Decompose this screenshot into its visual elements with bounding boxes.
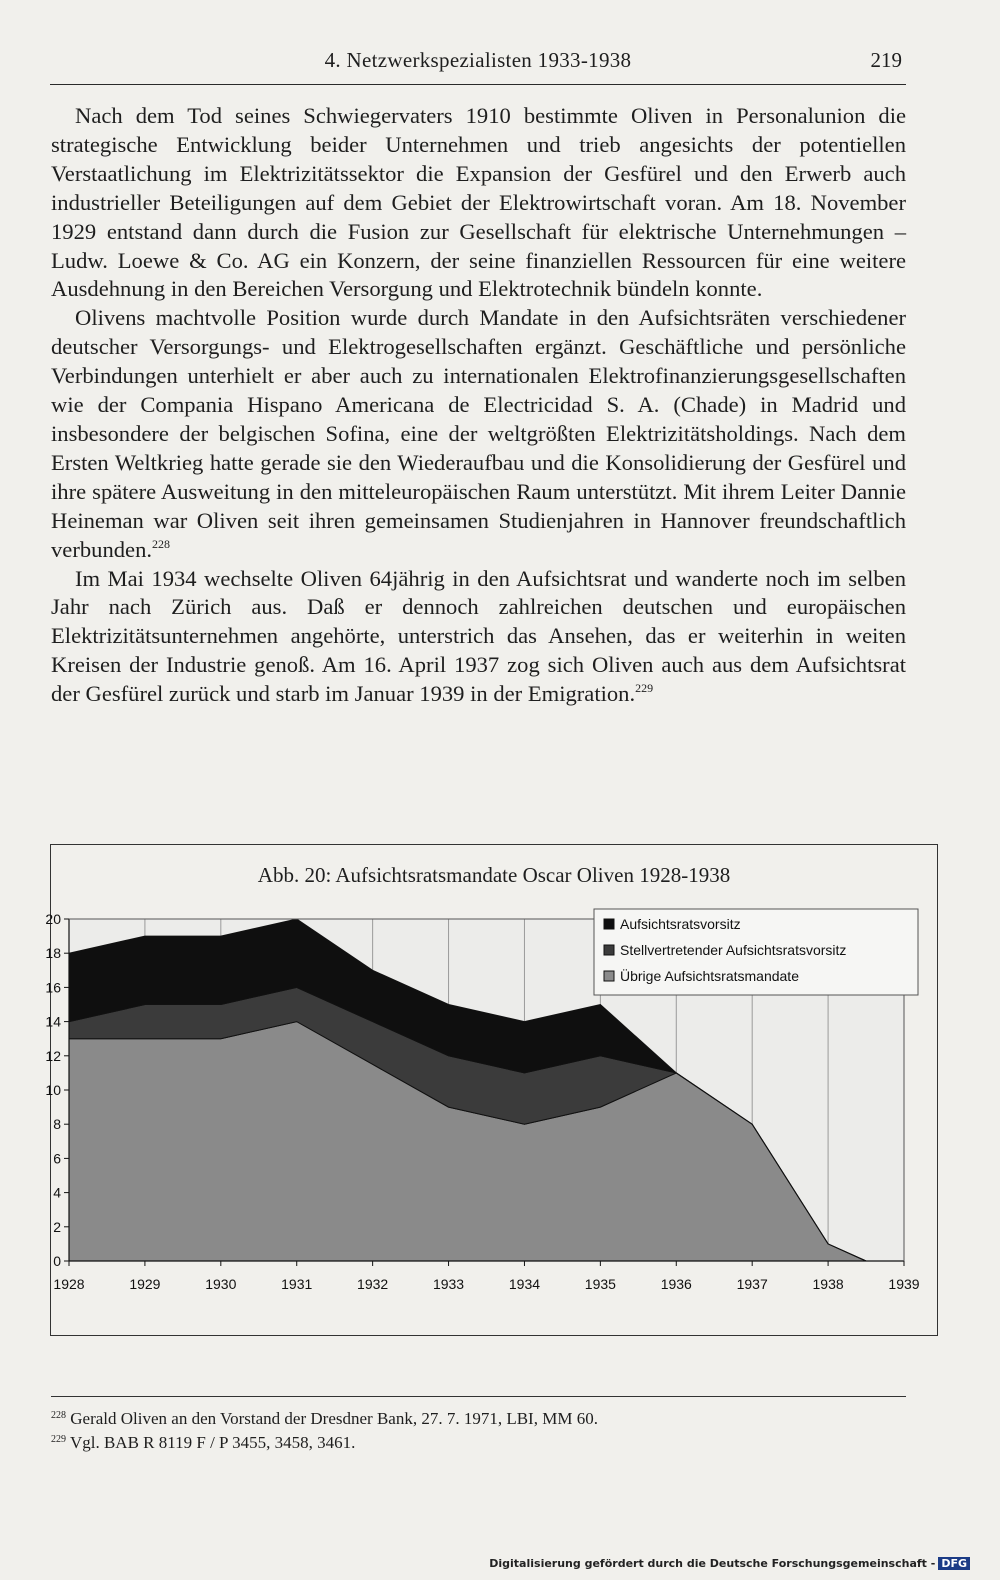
footnote-text: Gerald Oliven an den Vorstand der Dresdner Bank, 27. 7. 1971, LBI, MM 60. (70, 1409, 598, 1428)
page-number: 219 (870, 48, 902, 72)
y-tick-label: 0 (53, 1253, 61, 1269)
footnote-228 (51, 1407, 906, 1431)
figure-caption: Abb. 20: Aufsichtsratsmandate Oscar Oliven 1928-1938 (257, 863, 731, 887)
legend-swatch (604, 919, 614, 929)
y-tick-label: 4 (53, 1184, 61, 1201)
x-tick-label: 1936 (660, 1276, 692, 1292)
chapter-title: 4. Netzwerkspezialisten 1933-1938 (324, 48, 632, 72)
paragraph-3-text: Im Mai 1934 wechselte Oliven 64jährig in den Aufsichtsrat und wanderte noch im selben Jahr nach Zürich aus. Daß er dennoch zahlreichen deutschen und europäischen Elektrizitätsunternehmen angehörte, unterstrich das Ansehen, das er weiterhin in weiten Kreisen der Industrie genoß. Am 16. April 1937 zog sich Oliven auch aus dem Aufsichtsrat der Gesfürel zurück und starb im Januar 1939 in der Emigration. (51, 565, 906, 707)
body-text (51, 102, 906, 709)
legend-label: Aufsichtsratsvorsitz (620, 916, 741, 932)
paragraph-1 (51, 102, 906, 304)
x-tick-label: 1929 (129, 1276, 161, 1292)
y-tick-label: 2 (53, 1218, 61, 1235)
footnotes (51, 1396, 906, 1455)
y-tick-label: 8 (53, 1116, 61, 1133)
y-tick-label: 12 (45, 1047, 61, 1064)
y-tick-label: 18 (45, 945, 61, 962)
digitization-text: Digitalisierung gefördert durch die Deutsche Forschungsgemeinschaft - (489, 1557, 936, 1570)
footnote-229 (51, 1431, 906, 1455)
x-tick-label: 1938 (812, 1276, 844, 1292)
footnote-text: Vgl. BAB R 8119 F / P 3455, 3458, 3461. (69, 1433, 356, 1452)
footnote-ref-229[interactable]: 229 (635, 681, 654, 696)
paragraph-3 (51, 565, 906, 710)
paragraph-1-text: Nach dem Tod seines Schwiegervaters 1910 bestimmte Oliven in Personalunion die strategische Entwicklung beider Unternehmen und trieb angesichts der potentiellen Verstaatlichung im Elektrizitätssektor die Expansion der Gesfürel und den Erwerb auch industrieller Beteiligungen auf dem Gebiet der Elektrowirtschaft voran. Am 18. November 1929 entstand dann durch die Fusion zur Gesellschaft für elektrische Unternehmungen – Ludw. Loewe & Co. AG ein Konzern, der seine finanziellen Ressourcen für eine weitere Ausdehnung in den Bereichen Versorgung und Elektrotechnik bündeln konnte. (51, 103, 906, 302)
x-tick-label: 1937 (736, 1276, 768, 1292)
legend-label: Stellvertretender Aufsichtsratsvorsitz (620, 942, 847, 958)
footnote-number: 228 (51, 1410, 66, 1421)
y-tick-label: 20 (45, 911, 61, 927)
paragraph-2 (51, 304, 906, 564)
y-tick-label: 10 (45, 1082, 61, 1098)
legend-swatch (604, 971, 614, 981)
dfg-logo: DFG (938, 1557, 970, 1570)
x-tick-label: 1933 (432, 1276, 465, 1292)
x-tick-label: 1934 (508, 1276, 541, 1292)
digitization-notice (489, 1557, 970, 1570)
legend-label: Übrige Aufsichtsratsmandate (620, 968, 799, 984)
x-tick-label: 1935 (584, 1276, 616, 1292)
x-tick-label: 1939 (888, 1276, 920, 1292)
x-tick-label: 1930 (205, 1276, 237, 1292)
x-tick-label: 1931 (281, 1276, 313, 1292)
footnote-ref-228[interactable]: 228 (152, 536, 171, 551)
running-head (50, 44, 906, 85)
legend-swatch (604, 945, 614, 955)
y-tick-label: 16 (45, 979, 61, 996)
paragraph-2-text: Olivens machtvolle Position wurde durch Mandate in den Aufsichtsräten verschiedener deutscher Versorgungs- und Elektrogesellschaften ergänzt. Geschäftliche und persönliche Verbindungen unterhielt er aber auch zu internationalen Elektrofinanzierungsgesellschaften wie der Compania Hispano Americana de Electricidad S. A. (Chade) in Madrid und insbesondere der belgischen Sofina, eine der weltgrößten Elektrizitätsholdings. Nach dem Ersten Weltkrieg hatte gerade sie den Wiederaufbau und die Konsolidierung der Gesfürel und ihre spätere Ausweitung in den mitteleuropäischen Raum unterstützt. Mit ihrem Leiter Dannie Heineman war Oliven seit ihren gemeinsamen Studienjahren in Hannover freundschaftlich verbunden. (51, 305, 906, 562)
stacked-area-chart (45, 845, 939, 1337)
y-tick-label: 14 (45, 1013, 61, 1030)
footnote-number: 229 (51, 1434, 66, 1445)
x-tick-label: 1932 (357, 1276, 389, 1292)
x-tick-label: 1928 (53, 1276, 85, 1292)
figure-box (45, 844, 938, 1336)
y-tick-label: 6 (53, 1150, 61, 1167)
